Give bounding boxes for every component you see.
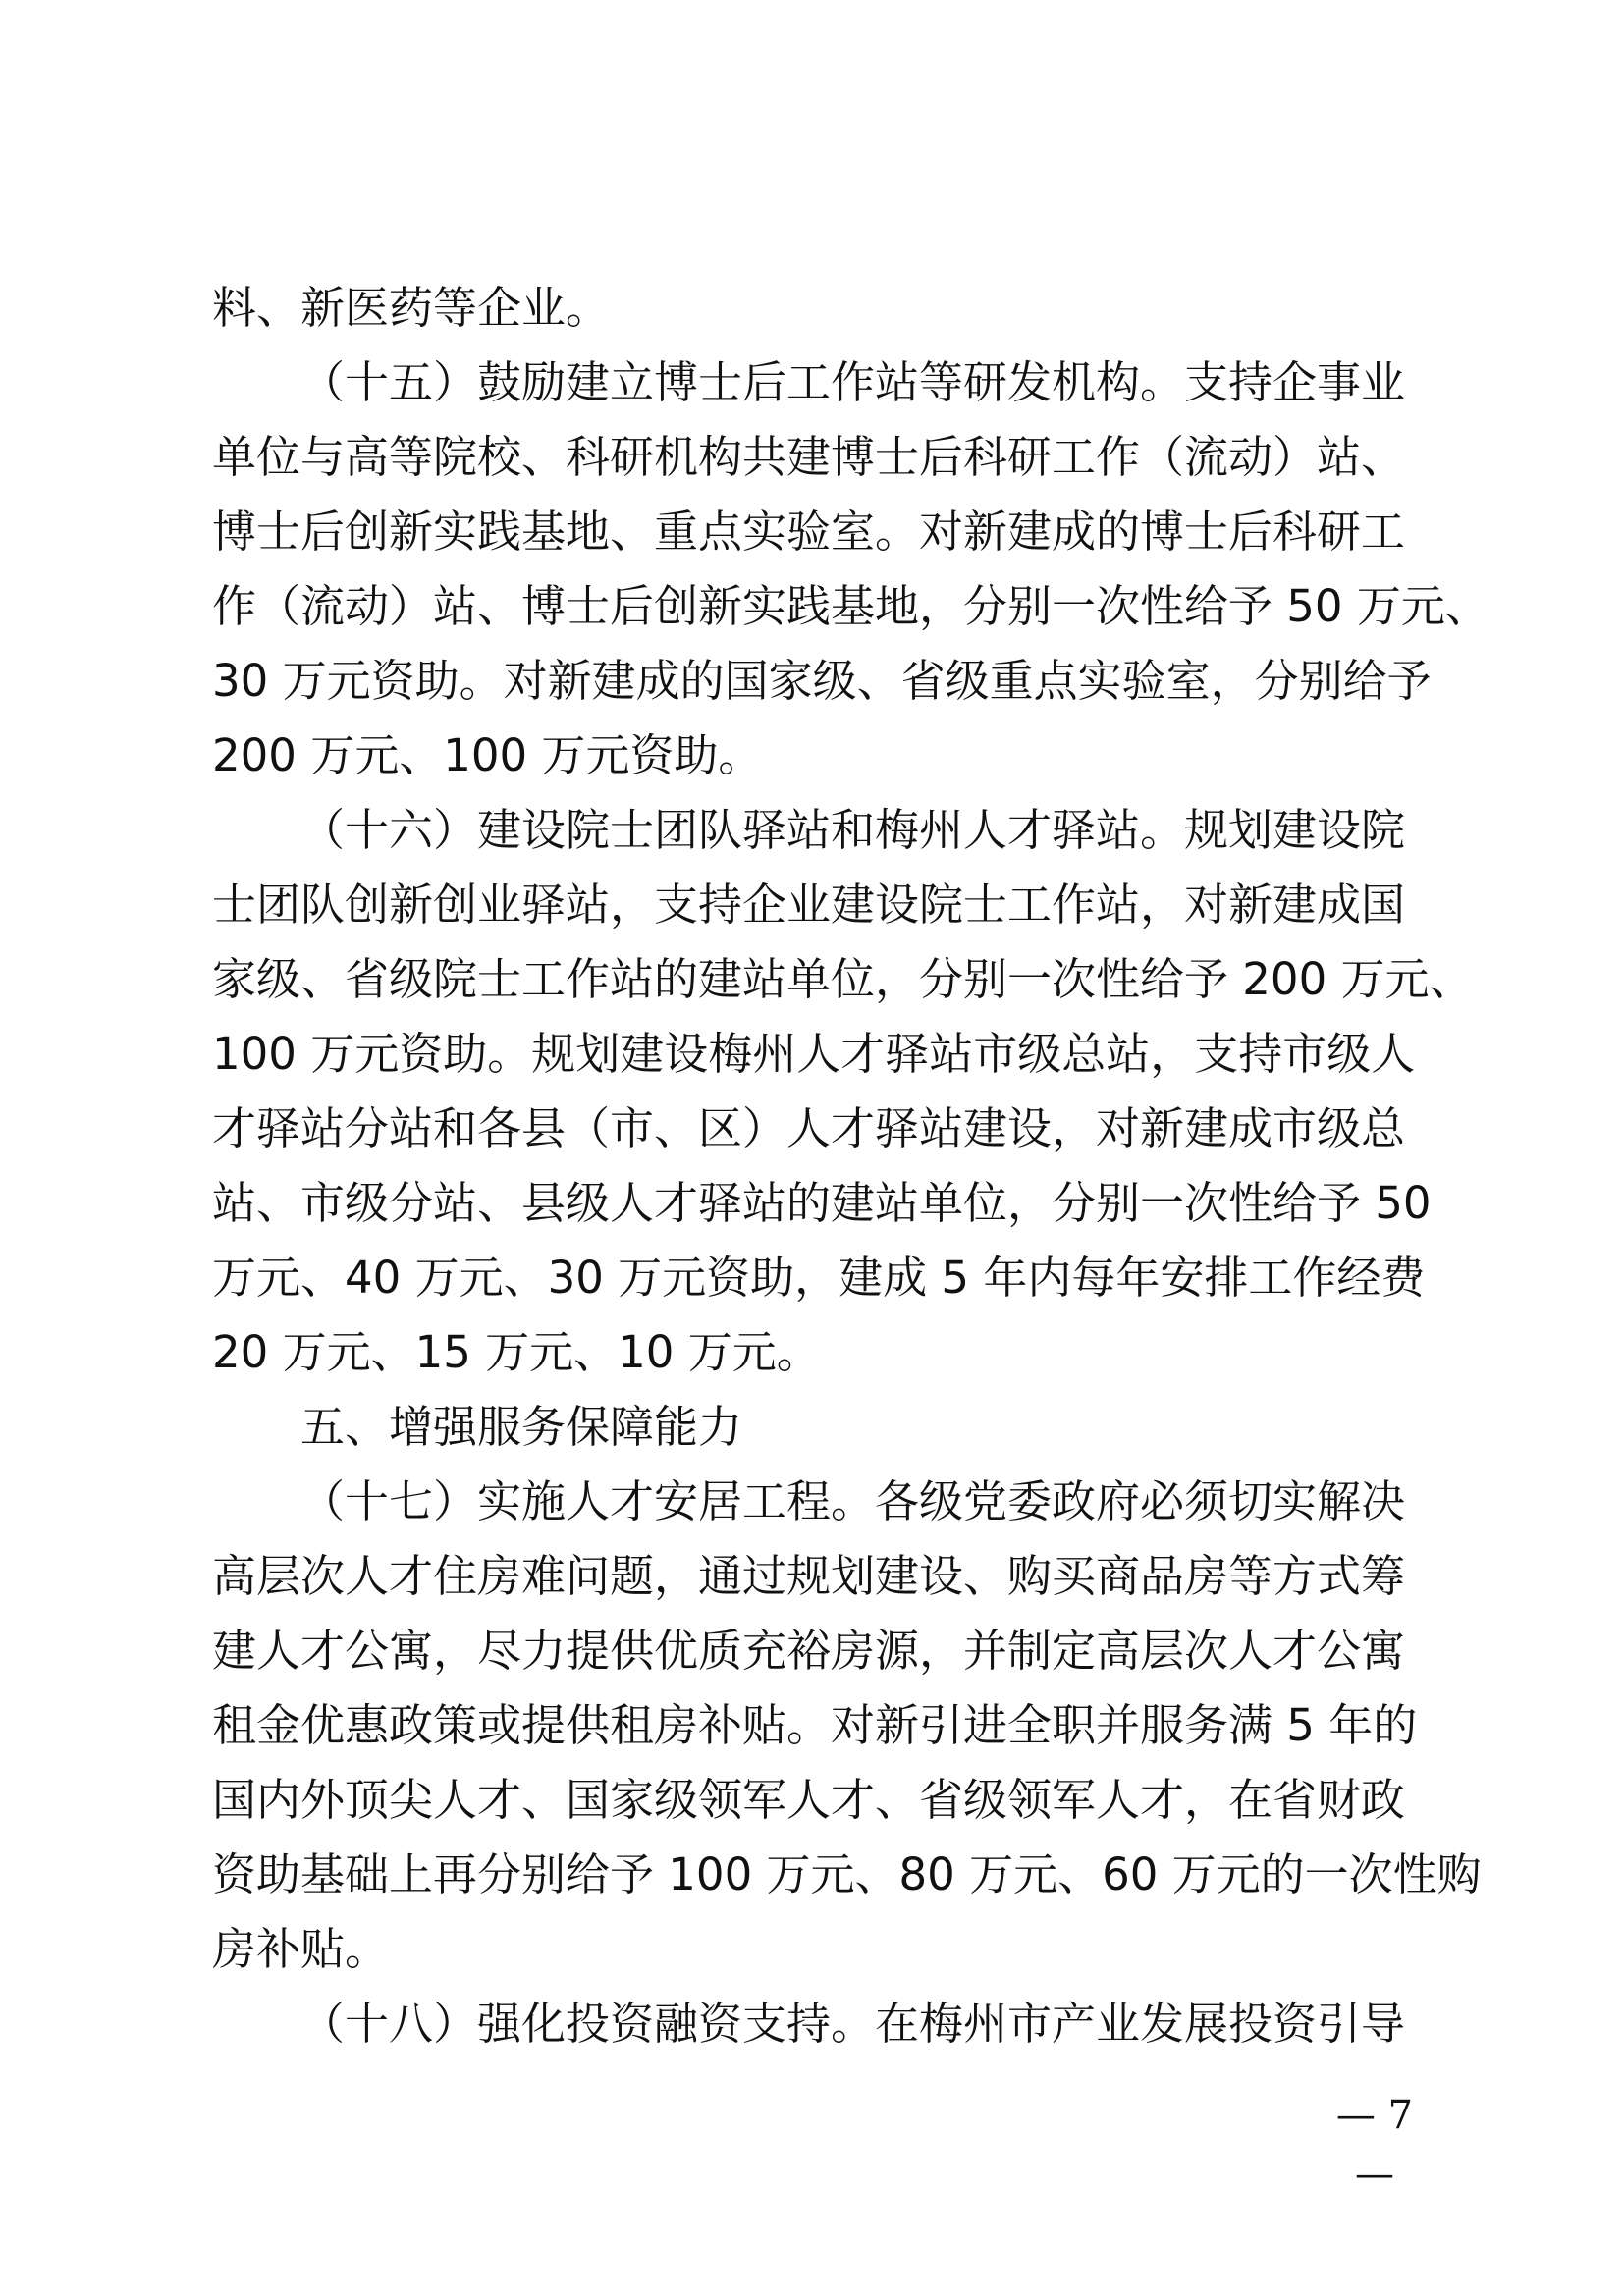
- text-line: 30 万元资助。对新建成的国家级、省级重点实验室，分别给予: [212, 655, 1432, 707]
- text-line: 博士后创新实践基地、重点实验室。对新建成的博士后科研工: [212, 506, 1406, 558]
- text-line: 200 万元、100 万元资助。: [212, 729, 763, 781]
- text-line: 家级、省级院士工作站的建站单位，分别一次性给予 200 万元、: [212, 953, 1474, 1005]
- section-heading: 五、增强服务保障能力: [300, 1401, 743, 1453]
- text-line: 高层次人才住房难问题，通过规划建设、购买商品房等方式筹: [212, 1550, 1406, 1602]
- text-line: 建人才公寓，尽力提供优质充裕房源，并制定高层次人才公寓: [212, 1625, 1406, 1677]
- text-line: 20 万元、15 万元、10 万元。: [212, 1326, 821, 1378]
- page-number: — 7 —: [1335, 2093, 1414, 2197]
- text-line: （十五）鼓励建立博士后工作站等研发机构。支持企事业: [300, 356, 1406, 408]
- text-line: 国内外顶尖人才、国家级领军人才、省级领军人才，在省财政: [212, 1774, 1406, 1826]
- text-line: 站、市级分站、县级人才驿站的建站单位，分别一次性给予 50: [212, 1177, 1432, 1229]
- text-line: （十六）建设院士团队驿站和梅州人才驿站。规划建设院: [300, 804, 1406, 856]
- text-line: 作（流动）站、博士后创新实践基地，分别一次性给予 50 万元、: [212, 580, 1489, 632]
- text-line: 单位与高等院校、科研机构共建博士后科研工作（流动）站、: [212, 431, 1406, 483]
- text-line: 万元、40 万元、30 万元资助，建成 5 年内每年安排工作经费: [212, 1252, 1426, 1304]
- text-line: 士团队创新创业驿站，支持企业建设院士工作站，对新建成国: [212, 879, 1406, 931]
- text-line: 100 万元资助。规划建设梅州人才驿站市级总站，支持市级人: [212, 1028, 1416, 1080]
- text-line: （十七）实施人才安居工程。各级党委政府必须切实解决: [300, 1475, 1406, 1527]
- text-line: 资助基础上再分别给予 100 万元、80 万元、60 万元的一次性购: [212, 1848, 1482, 1900]
- text-line: 房补贴。: [212, 1923, 390, 1975]
- text-line: 租金优惠政策或提供租房补贴。对新引进全职并服务满 5 年的: [212, 1699, 1418, 1751]
- text-line: 料、新医药等企业。: [212, 282, 611, 334]
- text-line: 才驿站分站和各县（市、区）人才驿站建设，对新建成市级总: [212, 1102, 1406, 1154]
- text-line: （十八）强化投资融资支持。在梅州市产业发展投资引导: [300, 1998, 1406, 2050]
